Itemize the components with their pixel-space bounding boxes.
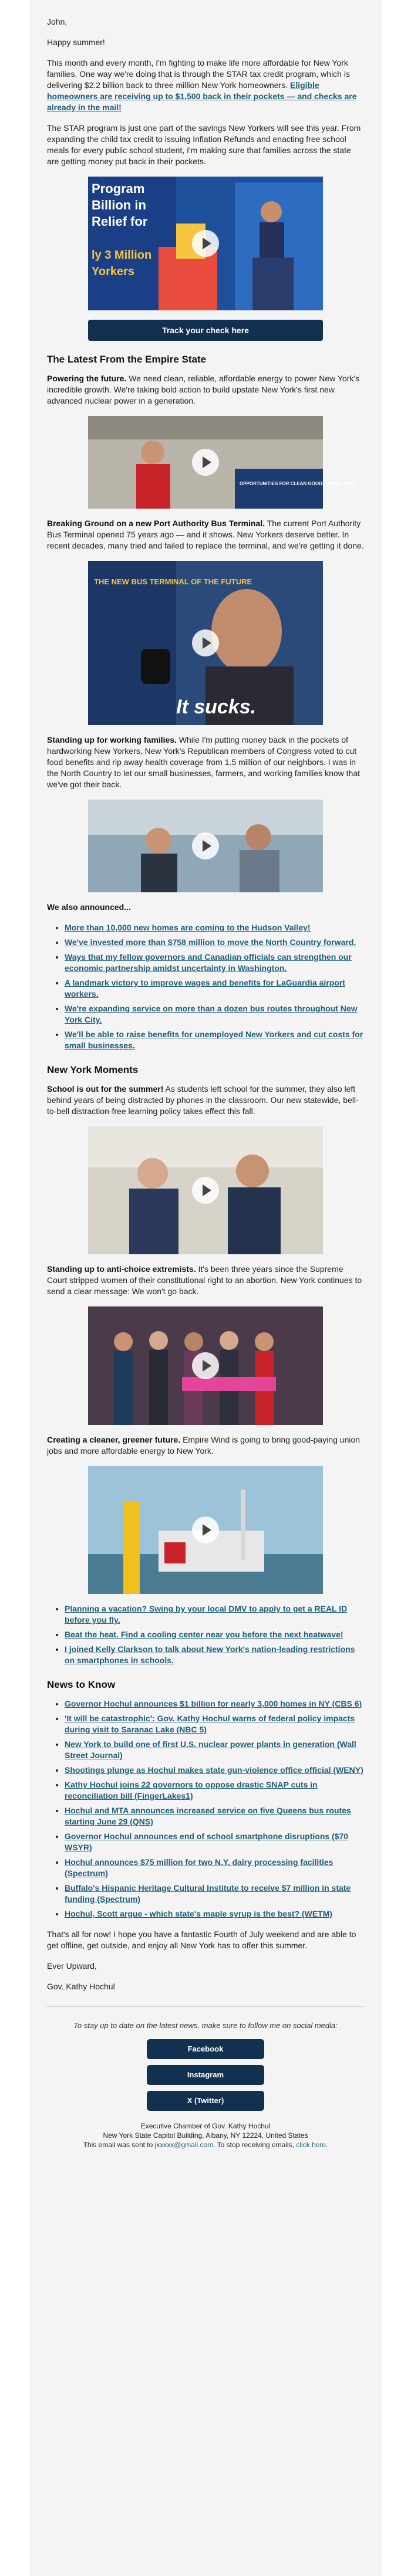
list-item [65, 1629, 364, 1640]
news-link[interactable]: Hochul and MTA announces increased service on five Queens bus routes starting June 29 (QNS) [65, 1806, 351, 1826]
list-item [65, 1908, 364, 1920]
section-heading-empire-state: The Latest From the Empire State [47, 354, 207, 365]
moments-link[interactable]: Planning a vacation? Swing by your local DMV to apply to get a REAL ID before you fly. [65, 1604, 348, 1624]
intro-paragraph-1: This month and every month, I'm fighting to make life more affordable for New York families. One way we're doing that is through the STAR tax credit program, which is delivering $2.2 billion back to three million New York homeowners. Eligible homeowners are receiving up to $1,500 back in their pockets — and checks are already in the mail! [47, 58, 357, 112]
news-link[interactable]: New York to build one of first U.S. nuclear power plants in generation (Wall Street Journal) [65, 1739, 356, 1760]
signature: Gov. Kathy Hochul [47, 1982, 115, 1991]
footer [47, 2020, 364, 2150]
announced-links-list [47, 922, 364, 1051]
list-item [65, 1739, 364, 1761]
news-link[interactable]: Governor Hochul announces end of school smartphone disruptions ($70 WSYR) [65, 1832, 349, 1852]
hero-sign-line-4: ly 3 Million [92, 249, 152, 262]
announced-link[interactable]: We'll be able to raise benefits for unemployed New Yorkers and cut costs for small businesses. [65, 1030, 363, 1050]
list-item [65, 952, 364, 974]
moments-link[interactable]: Beat the heat. Find a cooling center near you before the next heatwave! [65, 1630, 343, 1639]
nuclear-video-thumbnail[interactable] [88, 416, 355, 509]
facebook-button[interactable]: Facebook [147, 2039, 264, 2059]
hero-sign-line-2: Billion in [92, 198, 146, 212]
announced-link[interactable]: More than 10,000 new homes are coming to the Hudson Valley! [65, 923, 311, 932]
list-item [65, 1883, 364, 1905]
news-link[interactable]: Hochul announces $75 million for two N.Y. dairy processing facilities (Spectrum) [65, 1857, 333, 1878]
hero-sign-line-1: Program [92, 181, 145, 196]
anti-choice-video-thumbnail[interactable] [88, 1306, 323, 1425]
announced-link[interactable]: We're expanding service on more than a dozen bus routes throughout New York City. [65, 1004, 358, 1024]
list-item [65, 1857, 364, 1879]
list-item [65, 1805, 364, 1827]
news-link[interactable]: Shootings plunge as Hochul makes state gun-violence office official (WENY) [65, 1765, 363, 1775]
hero-sign-line-3: Relief for [92, 214, 148, 229]
x-twitter-button[interactable]: X (Twitter) [147, 2091, 264, 2111]
bus-terminal-caption: It sucks. [176, 696, 257, 718]
list-item [65, 977, 364, 1000]
list-item [65, 937, 364, 948]
play-icon[interactable] [192, 629, 219, 656]
list-item [65, 1713, 364, 1735]
play-icon[interactable] [192, 1517, 219, 1543]
email-body [29, 0, 382, 2576]
list-item [65, 1831, 364, 1853]
hero-sign-line-5: Yorkers [92, 265, 135, 278]
list-item [65, 1029, 364, 1051]
follow-prompt: To stay up to date on the latest news, make sure to follow me on social media: [73, 2021, 338, 2030]
play-icon[interactable] [192, 230, 219, 257]
bus-terminal-banner: THE NEW BUS TERMINAL OF THE FUTURE [94, 577, 252, 586]
list-item [65, 922, 364, 933]
news-link[interactable]: Kathy Hochul joins 22 governors to oppose drastic SNAP cuts in reconciliation bill (FingerLakes1) [65, 1780, 318, 1800]
list-item [65, 1698, 364, 1710]
footer-divider [47, 2006, 364, 2007]
nuclear-banner-text: OPPORTUNITIES FOR CLEAN GOOD-PAYING JOBS [240, 481, 355, 486]
sign-off: Ever Upward, [47, 1961, 97, 1971]
play-icon[interactable] [192, 1352, 219, 1379]
footer-org: Executive Chamber of Gov. Kathy Hochul [140, 2122, 271, 2130]
email-content [29, 0, 382, 2150]
news-link[interactable]: Governor Hochul announces $1 billion for nearly 3,000 homes in NY (CBS 6) [65, 1699, 362, 1708]
news-link[interactable]: Buffalo's Hispanic Heritage Cultural Institute to receive $7 million in state funding (Spectrum) [65, 1883, 351, 1904]
footer-email-link[interactable]: jxxxxx@gmail.com [154, 2141, 214, 2149]
list-item [65, 1603, 364, 1626]
empire-wind-video-thumbnail[interactable] [88, 1466, 323, 1594]
section-heading-moments: New York Moments [47, 1064, 139, 1075]
moments-link[interactable]: I joined Kelly Clarkson to talk about New York's nation-leading restrictions on smartphones in schools. [65, 1644, 355, 1665]
closing-paragraph: That's all for now! I hope you have a fantastic Fourth of July weekend and are able to get offline, get outside, and enjoy all New York has to offer this summer. [47, 1930, 356, 1950]
empire-item-3: Standing up for working families. While I'm putting money back in the pockets of hardworking New Yorkers, New York's Republican members of Congress voted to cut food benefits and rip away health coverage from 1.5 million of our neighbors. I was in the North Country to let our small businesses, farmers, and working families know that we've got their back. [47, 735, 361, 789]
footer-unsubscribe-line: This email was sent to jxxxxx@gmail.com. To stop receiving emails, click here. [83, 2141, 328, 2149]
track-check-button[interactable]: Track your check here [88, 320, 323, 341]
hero-video-thumbnail[interactable] [88, 177, 323, 310]
moments-links-list [47, 1603, 364, 1666]
bus-terminal-video-thumbnail[interactable] [88, 561, 323, 725]
footer-address: New York State Capitol Building, Albany, NY 12224, United States [103, 2131, 308, 2140]
section-heading-news: News to Know [47, 1679, 116, 1690]
play-icon[interactable] [192, 449, 219, 476]
news-link[interactable]: Hochul, Scott argue - which state's maple syrup is the best? (WETM) [65, 1909, 333, 1918]
news-link[interactable]: 'It will be catastrophic': Gov. Kathy Hochul warns of federal policy impacts during visit to Saranac Lake (NBC 5) [65, 1714, 355, 1734]
play-icon[interactable] [192, 1177, 219, 1204]
unsubscribe-link[interactable]: click here [296, 2141, 326, 2149]
moments-item-2: Standing up to anti-choice extremists. It's been three years since the Supreme Court stripped women of their constitutional right to an abortion. New York continues to send a clear message: We won't go back. [47, 1264, 362, 1296]
empire-item-2: Breaking Ground on a new Port Authority Bus Terminal. The current Port Authority Bus Terminal opened 75 years ago — and it shows. New Yorkers deserve better. In recent decades, many tried and failed to replace the terminal, and we're getting it done. [47, 519, 364, 550]
greeting: John, [47, 17, 68, 26]
instagram-button[interactable]: Instagram [147, 2065, 264, 2085]
list-item [65, 1765, 364, 1776]
intro-paragraph-2: The STAR program is just one part of the savings New Yorkers will see this year. From expanding the child tax credit to issuing Inflation Refunds and enacting free school meals for every public school student, I'm making sure that families across the state are getting money put back in their pockets. [47, 123, 361, 166]
moments-item-1: School is out for the summer! As students left school for the summer, they also left behind years of being distracted by phones in the classroom. Our new statewide, bell-to-bell distraction-free learning policy takes effect this fall. [47, 1084, 359, 1116]
announced-link[interactable]: Ways that my fellow governors and Canadian officials can strengthen our economic partnership amidst uncertainty in Washington. [65, 952, 352, 973]
announced-link[interactable]: A landmark victory to improve wages and benefits for LaGuardia airport workers. [65, 978, 345, 998]
star-eligibility-link[interactable]: Eligible homeowners are receiving up to $1,500 back in their pockets — and checks are already in the mail! [47, 80, 357, 112]
working-families-video-thumbnail[interactable] [88, 800, 323, 892]
list-item [65, 1003, 364, 1025]
also-announced-heading: We also announced... [47, 902, 131, 912]
play-icon[interactable] [192, 832, 219, 859]
list-item [65, 1644, 364, 1666]
school-video-thumbnail[interactable] [88, 1126, 323, 1254]
moments-item-3: Creating a cleaner, greener future. Empire Wind is going to bring good-paying union jobs and more affordable energy to New York. [47, 1435, 361, 1455]
news-links-list [47, 1698, 364, 1920]
footer-address-block [47, 2121, 364, 2150]
salutation: Happy summer! [47, 38, 105, 47]
list-item [65, 1779, 364, 1802]
empire-item-1: Powering the future. We need clean, reliable, affordable energy to power New York's incredible growth. We're taking bold action to build upstate New York's first new advanced nuclear power in a generation. [47, 374, 360, 405]
announced-link[interactable]: We've invested more than $758 million to move the North Country forward. [65, 937, 356, 947]
